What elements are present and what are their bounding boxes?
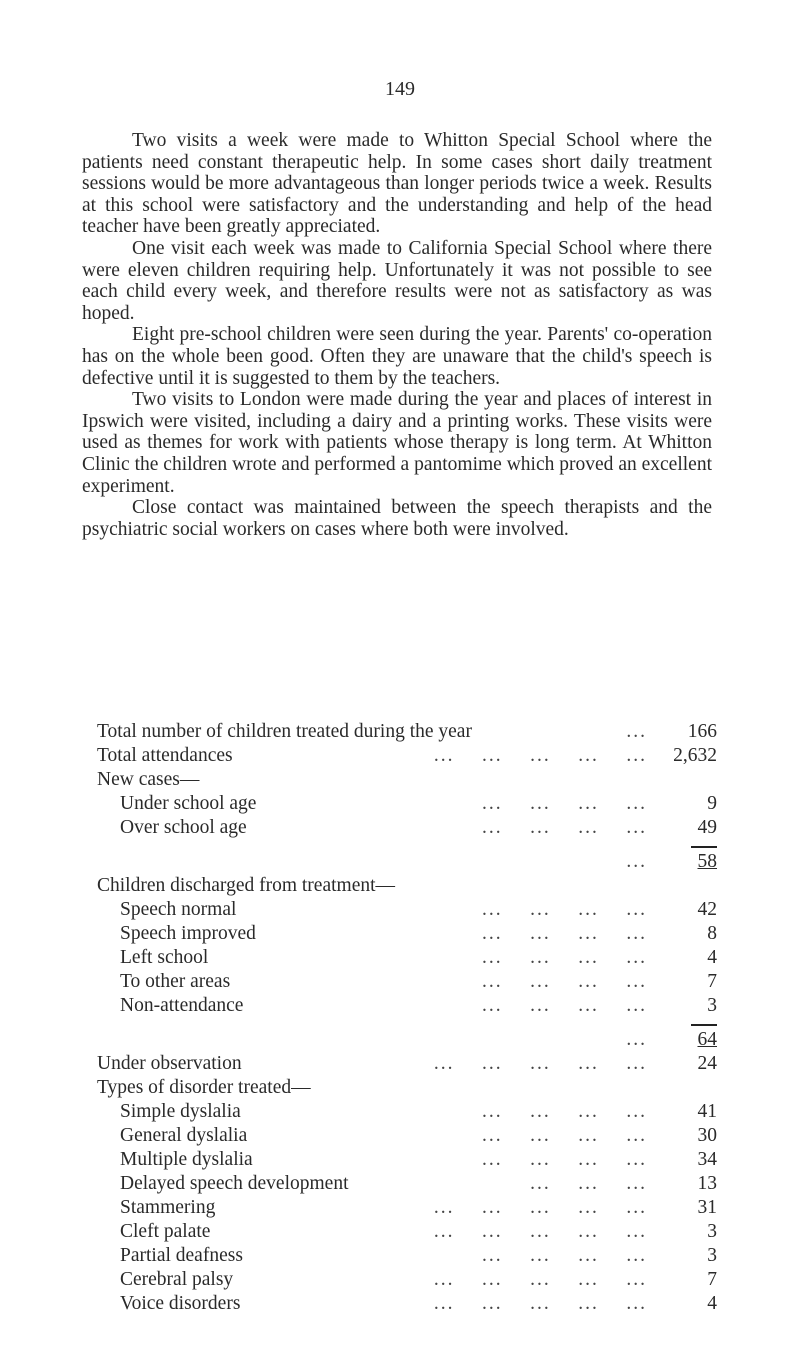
stat-label: General dyslalia: [120, 1125, 248, 1146]
paragraph: Two visits to London were made during the year and places of interest in Ipswich were visited, including a dairy and a printing works. These visits were used as themes for work with patients whose therapy is long term. At Whitton Clinic the children wrote and performed a pantomime which proved an excellent experiment.: [82, 389, 712, 497]
stat-value: 7: [707, 971, 717, 992]
leader-dots: ... ... ... ...: [482, 1149, 647, 1170]
leader-dots: ... ... ... ...: [482, 899, 647, 920]
stat-row-over-school-age: [97, 816, 717, 840]
paragraph: One visit each week was made to California Special School where there were eleven children requiring help. Unfortunately it was not possible to see each child every week, and therefore results were not as satisfactory as was hoped.: [82, 237, 712, 324]
leader-dots: ... ... ... ...: [482, 1125, 647, 1146]
stat-label: Speech improved: [120, 923, 256, 944]
stat-row-total-attendances: [97, 744, 717, 768]
stat-label: Cleft palate: [120, 1221, 211, 1242]
stat-label: Left school: [120, 947, 209, 968]
leader-dots: ... ... ...: [530, 1173, 647, 1194]
stat-row-multiple-dyslalia: [97, 1148, 717, 1172]
stat-label: Total number of children treated during the year: [97, 721, 472, 742]
page-number: 149: [385, 78, 415, 100]
stat-row-discharged-subtotal: [97, 1028, 717, 1052]
subtotal-value: 64: [697, 1029, 717, 1050]
stat-value: 8: [707, 923, 717, 944]
paragraph: Eight pre-school children were seen during the year. Parents' co-operation has on the whole been good. Often they are unaware that the child's speech is defective until it is suggested to them by the teachers.: [82, 324, 712, 389]
stat-row-speech-improved: [97, 922, 717, 946]
stat-value: 3: [707, 995, 717, 1016]
stat-value: 166: [687, 721, 717, 742]
stat-value: 9: [707, 793, 717, 814]
leader-dots: ... ... ... ...: [482, 947, 647, 968]
leader-dots: ...: [626, 721, 647, 742]
stat-row-cleft-palate: [97, 1220, 717, 1244]
stat-row-stammering: [97, 1196, 717, 1220]
stat-label: Speech normal: [120, 899, 237, 920]
leader-dots: ... ... ... ...: [482, 1245, 647, 1266]
stat-value: 24: [697, 1053, 717, 1074]
stat-row-other-areas: [97, 970, 717, 994]
stat-row-delayed-speech: [97, 1172, 717, 1196]
stat-value: 42: [697, 899, 717, 920]
statistics-table: [97, 720, 717, 1316]
stat-label: Under school age: [120, 793, 257, 814]
stat-label: Over school age: [120, 817, 247, 838]
section-heading: Types of disorder treated—: [97, 1077, 311, 1098]
paragraph: Close contact was maintained between the speech therapists and the psychiatric social workers on cases where both were involved.: [82, 497, 712, 540]
stat-label: Partial deafness: [120, 1245, 243, 1266]
stat-row-simple-dyslalia: [97, 1100, 717, 1124]
stat-row-total-treated: [97, 720, 717, 744]
stat-value: 41: [697, 1101, 717, 1122]
leader-dots: ... ... ... ...: [482, 923, 647, 944]
stat-label: To other areas: [120, 971, 231, 992]
leader-dots: ... ... ... ...: [482, 817, 647, 838]
section-heading: New cases—: [97, 769, 200, 790]
stat-value: 13: [697, 1173, 717, 1194]
section-heading-discharged: [97, 874, 717, 898]
stat-row-cerebral-palsy: [97, 1268, 717, 1292]
subtotal-rule: [691, 846, 717, 848]
stat-row-speech-normal: [97, 898, 717, 922]
stat-row-left-school: [97, 946, 717, 970]
leader-dots: ... ... ... ... ...: [433, 1269, 647, 1290]
stat-label: Non-attendance: [120, 995, 244, 1016]
stat-label: Stammering: [120, 1197, 216, 1218]
leader-dots: ... ... ... ... ...: [433, 1197, 647, 1218]
stat-row-voice-disorders: [97, 1292, 717, 1316]
stat-value: 4: [707, 947, 717, 968]
section-heading-new-cases: [97, 768, 717, 792]
stat-value: 7: [707, 1269, 717, 1290]
stat-label: Under observation: [97, 1053, 242, 1074]
subtotal-value: 58: [697, 851, 717, 872]
body-text: [82, 130, 712, 540]
stat-value: 4: [707, 1293, 717, 1314]
stat-value: 34: [697, 1149, 717, 1170]
paragraph: Two visits a week were made to Whitton Special School where the patients need constant therapeutic help. In some cases short daily treatment sessions would be more advantageous than longer periods twice a week. Results at this school were satisfactory and the understanding and help of the head teacher have been greatly appreciated.: [82, 130, 712, 238]
stat-value: 3: [707, 1221, 717, 1242]
subtotal-rule: [691, 1024, 717, 1026]
leader-dots: ... ... ... ...: [482, 971, 647, 992]
leader-dots: ...: [626, 1029, 647, 1050]
leader-dots: ... ... ... ...: [482, 995, 647, 1016]
leader-dots: ... ... ... ...: [482, 793, 647, 814]
leader-dots: ...: [626, 851, 647, 872]
stat-label: Total attendances: [97, 745, 233, 766]
stat-row-general-dyslalia: [97, 1124, 717, 1148]
stat-row-new-cases-subtotal: [97, 850, 717, 874]
stat-value: 30: [697, 1125, 717, 1146]
stat-value: 2,632: [673, 745, 717, 766]
stat-row-under-school-age: [97, 792, 717, 816]
stat-value: 3: [707, 1245, 717, 1266]
stat-label: Delayed speech development: [120, 1173, 349, 1194]
section-heading-disorders: [97, 1076, 717, 1100]
stat-row-under-observation: [97, 1052, 717, 1076]
section-heading: Children discharged from treatment—: [97, 875, 396, 896]
stat-label: Multiple dyslalia: [120, 1149, 253, 1170]
leader-dots: ... ... ... ...: [482, 1101, 647, 1122]
leader-dots: ... ... ... ... ...: [433, 1053, 647, 1074]
stat-row-non-attendance: [97, 994, 717, 1018]
stat-row-partial-deafness: [97, 1244, 717, 1268]
stat-label: Simple dyslalia: [120, 1101, 241, 1122]
stat-value: 49: [697, 817, 717, 838]
leader-dots: ... ... ... ... ...: [433, 745, 647, 766]
stat-value: 31: [697, 1197, 717, 1218]
stat-label: Cerebral palsy: [120, 1269, 234, 1290]
stat-label: Voice disorders: [120, 1293, 241, 1314]
leader-dots: ... ... ... ... ...: [433, 1221, 647, 1242]
leader-dots: ... ... ... ... ...: [433, 1293, 647, 1314]
